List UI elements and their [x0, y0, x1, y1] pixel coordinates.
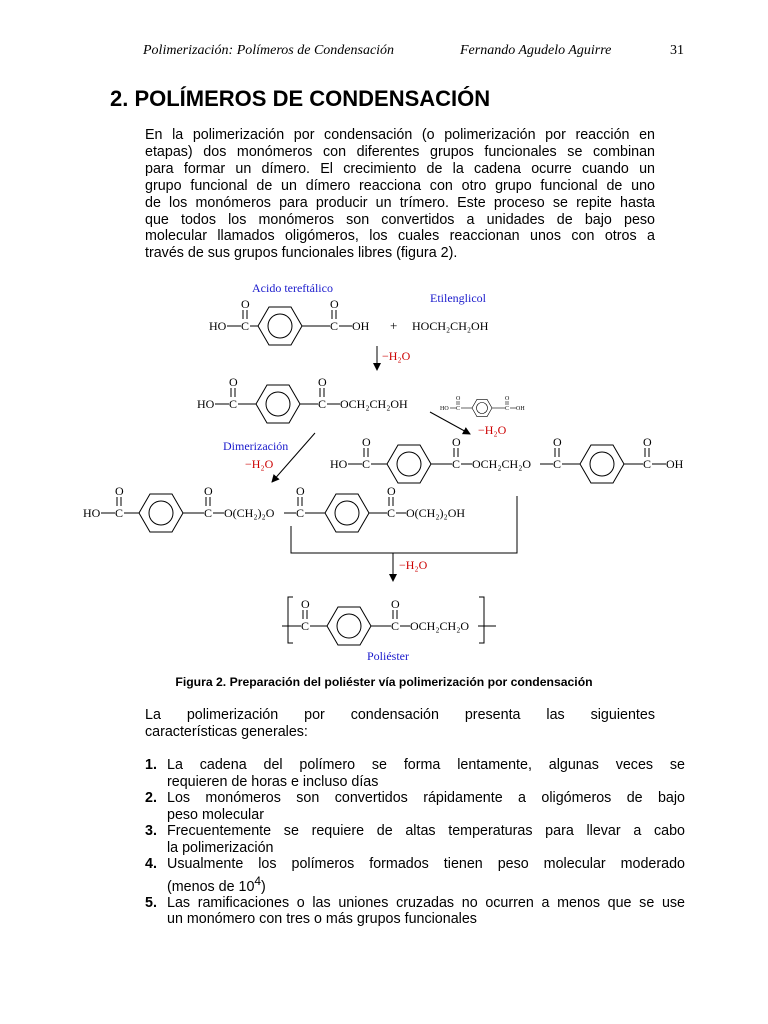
benzene-ring-icon	[139, 494, 183, 532]
list-item-text: (menos de 10	[167, 878, 255, 895]
benzene-ring-icon	[325, 494, 369, 532]
list-item-text: Frecuentemente se requiere de altas temperaturas para llevar a cabo	[167, 823, 685, 839]
benzene-ring-icon	[580, 445, 624, 483]
list-item-text: )	[261, 878, 266, 895]
ethylene-glycol-formula: HOCH₂CH₂OH	[412, 319, 489, 333]
carbon-label: C	[387, 506, 396, 520]
oh-group: OH	[516, 406, 525, 412]
intro-line: para formar un dímero. El crecimiento de la cadena ocurre cuando un	[145, 160, 655, 177]
label-dimerization: Dimerización	[223, 439, 289, 453]
carbon-label: C	[115, 506, 124, 520]
polyester-structure	[282, 597, 496, 663]
reaction-arrow	[430, 412, 470, 434]
carbon-label: C	[553, 457, 562, 471]
oxygen-label: O	[387, 484, 396, 498]
oxygen-label: O	[229, 375, 238, 389]
ho-group: HO	[209, 319, 227, 333]
water-loss-label: −H₂O	[478, 423, 507, 437]
trimer-structure	[330, 435, 684, 483]
combination-bracket	[291, 496, 517, 553]
intro-line: través de sus grupos funcionales libres (figura 2).	[145, 245, 458, 262]
carbon-label: C	[301, 619, 310, 633]
carbon-label: C	[318, 397, 327, 411]
list-item-number: 1.	[145, 757, 157, 773]
oxygen-label: O	[330, 297, 339, 311]
oxygen-label: O	[505, 396, 510, 402]
carbon-label: C	[452, 457, 461, 471]
oxygen-label: O	[452, 435, 461, 449]
intro-line: grupo funcional de un dímero reacciona con otro grupo funcional de uno	[145, 177, 655, 194]
list-item-number: 4.	[145, 856, 157, 872]
oxygen-label: O	[241, 297, 250, 311]
ho-group: HO	[83, 506, 101, 520]
intro-line: etapas) dos monómeros con diferentes grupos funcionales se combinan	[145, 143, 655, 160]
figure-caption: Figura 2. Preparación del poliéster vía polimerización por condensación	[175, 675, 593, 689]
list-item	[145, 790, 685, 823]
list-item-text: requieren de horas e incluso días	[167, 773, 379, 790]
list-item-number: 2.	[145, 790, 157, 806]
list-item-text: Usualmente los polímeros formados tienen peso molecular moderado	[167, 856, 685, 872]
oligomer-structure	[83, 484, 465, 532]
carbon-label: C	[241, 319, 250, 333]
oh-group: OH	[352, 319, 370, 333]
intro-line: molecular llamados oligómeros, los cuales reaccionan unos con otros a	[145, 228, 655, 245]
oh-group: OH	[666, 457, 684, 471]
list-item-text: Las ramificaciones o las uniones cruzadas no ocurren a menos que se use	[167, 894, 685, 911]
carbon-label: C	[204, 506, 213, 520]
oxygen-label: O	[318, 375, 327, 389]
oxygen-label: O	[391, 597, 400, 611]
small-terephthalic-acid	[440, 396, 525, 417]
ho-group: HO	[197, 397, 215, 411]
list-item-text-line2	[167, 873, 685, 895]
list-item	[145, 823, 685, 856]
carbon-label: C	[296, 506, 305, 520]
carbon-label: C	[505, 406, 510, 412]
water-loss-label: −H₂O	[382, 349, 411, 363]
list-item-text: un monómero con tres o más grupos funcionales	[167, 911, 477, 928]
oxygen-label: O	[362, 435, 371, 449]
carbon-label: C	[330, 319, 339, 333]
water-loss-label: −H₂O	[399, 558, 428, 572]
oxygen-label: O	[456, 396, 461, 402]
characteristics-intro-line: La polimerización por condensación presenta las siguientes	[145, 707, 655, 723]
oxygen-label: O	[553, 435, 562, 449]
intro-paragraph	[145, 127, 655, 262]
characteristics-list	[145, 757, 685, 928]
benzene-ring-icon	[472, 399, 492, 416]
list-item-text: peso molecular	[167, 806, 264, 823]
author-name: Fernando Agudelo Aguirre	[460, 43, 612, 58]
characteristics-intro-line: características generales:	[145, 724, 308, 740]
label-ethylene-glycol: Etilenglicol	[430, 291, 486, 305]
benzene-ring-icon	[387, 445, 431, 483]
carbon-label: C	[643, 457, 652, 471]
list-item-text: la polimerización	[167, 839, 274, 856]
section-title: 2. POLÍMEROS DE CONDENSACIÓN	[110, 86, 491, 111]
benzene-ring-icon	[258, 307, 302, 345]
ester-bridge: OCH₂CH₂O	[472, 457, 532, 471]
list-item-text: Los monómeros son convertidos rápidamente a oligómeros de bajo	[167, 790, 685, 806]
oxygen-label: O	[204, 484, 213, 498]
exponent: 4	[254, 873, 262, 888]
benzene-ring-icon	[256, 385, 300, 423]
characteristics-intro	[145, 707, 655, 741]
benzene-ring-icon	[327, 607, 371, 645]
ester-group: OCH₂CH₂OH	[340, 397, 408, 411]
running-title: Polimerización: Polímeros de Condensación	[143, 43, 395, 58]
plus-sign: +	[390, 318, 398, 333]
list-item-text: La cadena del polímero se forma lentamente, algunas veces se	[167, 757, 685, 773]
intro-line: que todos los monómeros son convertidos a unidades de bajo peso	[145, 211, 655, 228]
label-terephthalic-acid: Acido tereftálico	[252, 281, 333, 295]
intro-line: En la polimerización por condensación (o polimerización por reacción en	[145, 127, 655, 143]
ester-end: O(CH₂)₂OH	[406, 506, 466, 520]
list-item	[145, 895, 685, 928]
carbon-label: C	[362, 457, 371, 471]
dimer-structure	[197, 375, 408, 423]
terephthalic-acid-structure	[209, 281, 370, 345]
label-polyester: Poliéster	[367, 649, 409, 663]
running-header	[0, 43, 768, 61]
list-item	[145, 856, 685, 895]
water-loss-label: −H₂O	[245, 457, 274, 471]
oxygen-label: O	[301, 597, 310, 611]
oxygen-label: O	[643, 435, 652, 449]
ho-group: HO	[330, 457, 348, 471]
polymer-ester-group: OCH₂CH₂O	[410, 619, 470, 633]
list-item-number: 5.	[145, 894, 157, 911]
carbon-label: C	[229, 397, 238, 411]
list-item-number: 3.	[145, 823, 157, 839]
oxygen-label: O	[296, 484, 305, 498]
page-number: 31	[670, 43, 684, 58]
ester-bridge: O(CH₂)₂O	[224, 506, 275, 520]
carbon-label: C	[391, 619, 400, 633]
list-item	[145, 757, 685, 790]
ho-group: HO	[440, 406, 449, 412]
intro-line: de los monómeros para producir un trímero. Este proceso se repite hasta	[145, 194, 655, 211]
carbon-label: C	[456, 406, 461, 412]
oxygen-label: O	[115, 484, 124, 498]
reaction-scheme-figure	[0, 270, 768, 670]
